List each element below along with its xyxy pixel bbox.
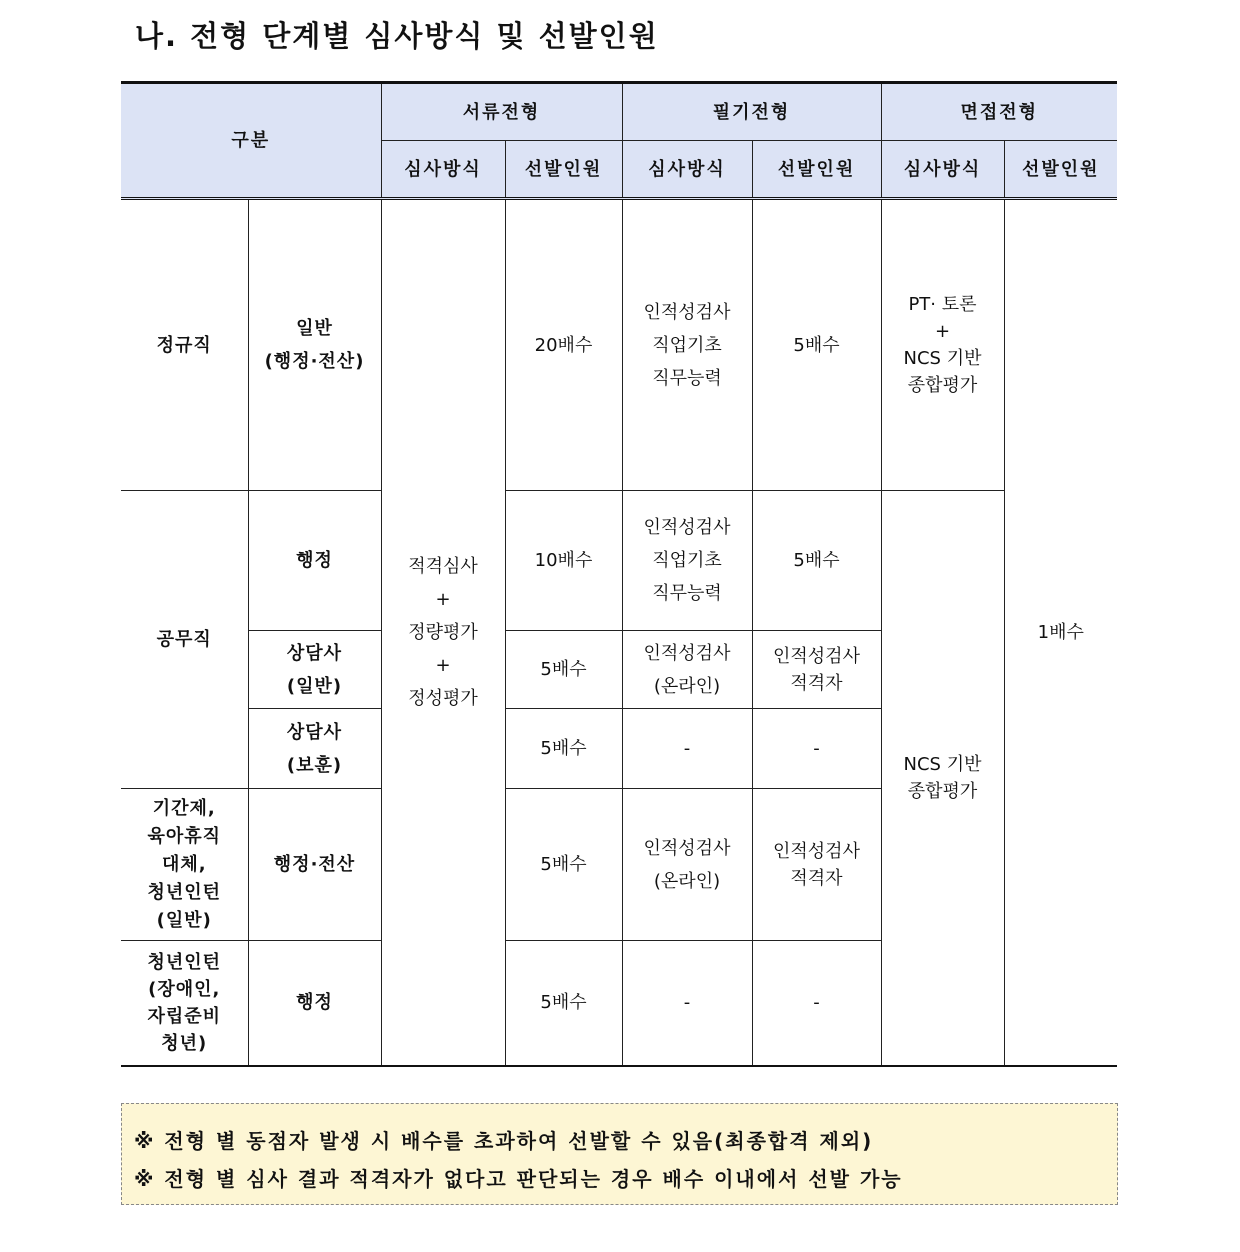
sub-category: 일반 (행정·전산) — [248, 199, 381, 491]
document-count: 10배수 — [505, 491, 622, 631]
group-regular: 정규직 — [121, 199, 248, 491]
header-method: 심사방식 — [381, 141, 505, 199]
notes-box — [121, 1103, 1118, 1205]
sub-category: 상담사 (보훈) — [248, 709, 381, 789]
header-stage-interview: 면접전형 — [881, 83, 1117, 141]
selection-table — [121, 81, 1117, 1067]
written-count: 인적성검사 적격자 — [752, 789, 881, 941]
group-youth: 청년인턴 (장애인, 자립준비 청년) — [121, 941, 248, 1066]
written-method: 인적성검사 (온라인) — [622, 631, 752, 709]
group-civil: 공무직 — [121, 491, 248, 789]
note-item: ※ 전형 별 심사 결과 적격자가 없다고 판단되는 경우 배수 이내에서 선발 가능 — [134, 1167, 903, 1191]
written-method: - — [622, 941, 752, 1066]
written-method: 인적성검사 직업기초 직무능력 — [622, 199, 752, 491]
written-count: - — [752, 709, 881, 789]
header-stage-document: 서류전형 — [381, 83, 622, 141]
document-count: 5배수 — [505, 631, 622, 709]
interview-method-regular: PT· 토론 + NCS 기반 종합평가 — [881, 199, 1004, 491]
written-count: 인적성검사 적격자 — [752, 631, 881, 709]
interview-method-other: NCS 기반 종합평가 — [881, 491, 1004, 1066]
header-count: 선발인원 — [505, 141, 622, 199]
document-count: 20배수 — [505, 199, 622, 491]
written-method: 인적성검사 직업기초 직무능력 — [622, 491, 752, 631]
header-method: 심사방식 — [622, 141, 752, 199]
document-count: 5배수 — [505, 941, 622, 1066]
table-row — [121, 491, 1117, 631]
header-count: 선발인원 — [1004, 141, 1117, 199]
written-count: 5배수 — [752, 491, 881, 631]
sub-category: 상담사 (일반) — [248, 631, 381, 709]
document-method-cell: 적격심사 + 정량평가 + 정성평가 — [381, 199, 505, 1066]
written-count: - — [752, 941, 881, 1066]
written-method: - — [622, 709, 752, 789]
document-count: 5배수 — [505, 789, 622, 941]
sub-category: 행정 — [248, 941, 381, 1066]
header-count: 선발인원 — [752, 141, 881, 199]
written-count: 5배수 — [752, 199, 881, 491]
written-method: 인적성검사 (온라인) — [622, 789, 752, 941]
sub-category: 행정 — [248, 491, 381, 631]
document-count: 5배수 — [505, 709, 622, 789]
header-method: 심사방식 — [881, 141, 1004, 199]
interview-count: 1배수 — [1004, 199, 1117, 1066]
header-category: 구분 — [121, 83, 381, 199]
group-temp: 기간제, 육아휴직 대체, 청년인턴 (일반) — [121, 789, 248, 941]
header-stage-written: 필기전형 — [622, 83, 881, 141]
table-row — [121, 199, 1117, 491]
page-title: 나. 전형 단계별 심사방식 및 선발인원 — [135, 19, 659, 53]
note-item: ※ 전형 별 동점자 발생 시 배수를 초과하여 선발할 수 있음(최종합격 제외) — [134, 1129, 874, 1153]
sub-category: 행정·전산 — [248, 789, 381, 941]
